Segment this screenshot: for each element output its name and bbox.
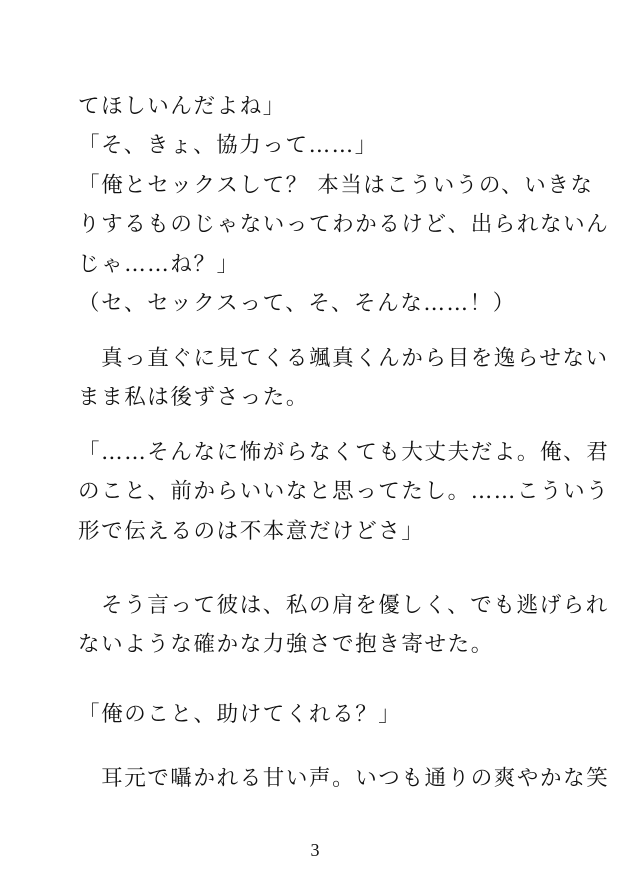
text-line: そう言って彼は、私の肩を優しく、でも逃げられ	[78, 593, 609, 618]
text-line: じゃ……ね？」	[78, 252, 240, 277]
text-line: 「俺のこと、助けてくれる？」	[78, 702, 402, 727]
text-line: のこと、前からいいなと思ってたし。……こういう	[78, 479, 610, 504]
text-line: 「そ、きょ、協力って……」	[78, 133, 378, 158]
text-line: 真っ直ぐに見てくる颯真くんから目を逸らせない	[78, 346, 609, 371]
text-line: てほしいんだよね」	[78, 94, 286, 119]
text-line: 「俺とセックスして？ 本当はこういうの、いきな	[78, 173, 594, 198]
text-line: 耳元で囁かれる甘い声。いつも通りの爽やかな笑	[78, 766, 610, 791]
text-line: まま私は後ずさった。	[78, 385, 310, 410]
page-number: 3	[310, 840, 320, 860]
text-line: りするものじゃないってわかるけど、出られないん	[78, 212, 610, 237]
text-line: （セ、セックスって、そ、そんな……！）	[78, 291, 516, 316]
text-line: 「……そんなに怖がらなくても大丈夫だよ。俺、君	[78, 440, 610, 465]
text-line: 形で伝えるのは不本意だけどさ」	[78, 519, 425, 544]
text-line: ないような確かな力強さで抱き寄せた。	[78, 632, 494, 657]
